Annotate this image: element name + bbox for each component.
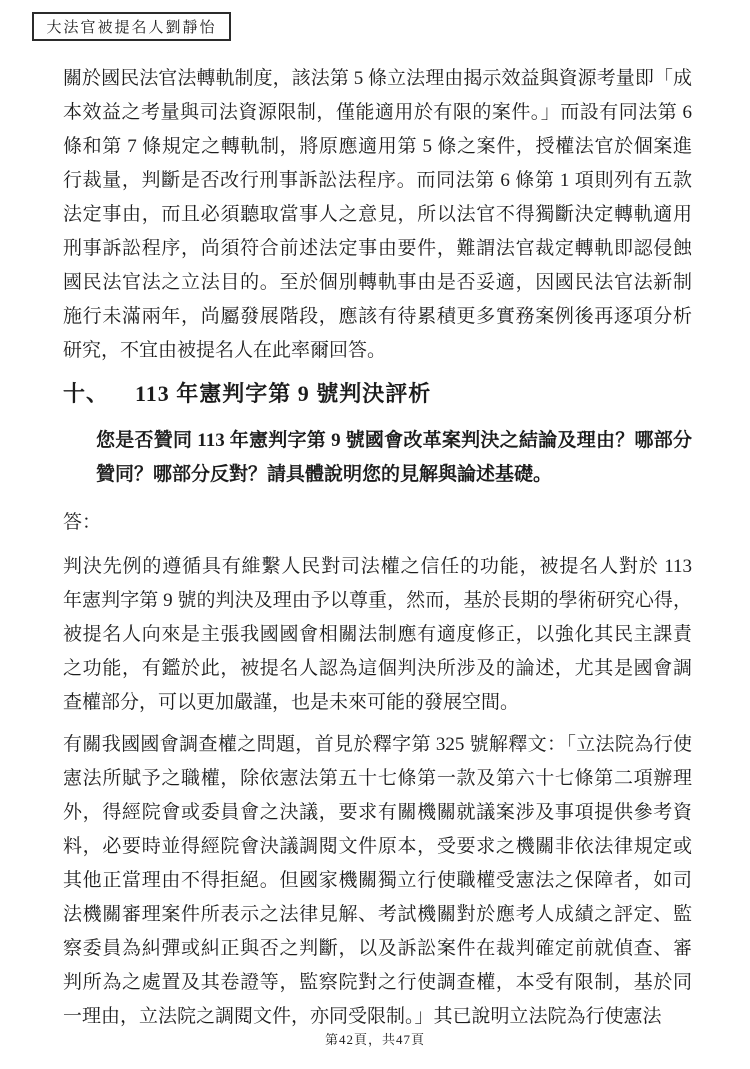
text-line: 法機關審理案件所表示之法律見解、考試機關對於應考人成績之評定、監	[63, 904, 692, 925]
page-number: 第42頁，共47頁	[324, 1032, 425, 1047]
text-line: 關於國民法官法轉軌制度，該法第 5 條立法理由揭示效益與資源考量即「成	[63, 68, 692, 89]
text-line: 您是否贊同 113 年憲判字第 9 號國會改革案判決之結論及理由？哪部分	[96, 430, 692, 451]
text-line: 外，得經院會或委員會之決議，要求有關機關就議案涉及事項提供參考資	[63, 802, 692, 823]
text-line: 行裁量，判斷是否改行刑事訴訟法程序。而同法第 6 條第 1 項則列有五款	[63, 170, 692, 191]
text-line: 法定事由，而且必須聽取當事人之意見，所以法官不得獨斷決定轉軌適用	[63, 204, 692, 225]
page-body	[63, 62, 692, 1034]
text-line: 條和第 7 條規定之轉軌制，將原應適用第 5 條之案件，授權法官於個案進	[63, 136, 692, 157]
text-line: 判決先例的遵循具有維繫人民對司法權之信任的功能，被提名人對於 113	[63, 556, 692, 577]
nominee-header-box	[32, 12, 231, 41]
section-heading	[63, 379, 692, 409]
text-line: 研究，不宜由被提名人在此率爾回答。	[63, 340, 387, 361]
text-line: 憲法所賦予之職權，除依憲法第五十七條第一款及第六十七條第二項辦理	[63, 768, 692, 789]
section-title: 113 年憲判字第 9 號判決評析	[135, 381, 432, 406]
answer-paragraph-interpretation-325	[63, 728, 692, 1034]
text-line: 施行未滿兩年，尚屬發展階段，應該有待累積更多實務案例後再逐項分析	[63, 306, 692, 327]
text-line: 料，必要時並得經院會決議調閱文件原本，受要求之機關非依法律規定或	[63, 836, 692, 857]
question-paragraph	[96, 424, 692, 492]
text-line: 之功能，有鑑於此，被提名人認為這個判決所涉及的論述，尤其是國會調	[63, 658, 692, 679]
text-line: 被提名人向來是主張我國國會相關法制應有適度修正，以強化其民主課責	[63, 624, 692, 645]
text-line: 贊同？哪部分反對？請具體說明您的見解與論述基礎。	[96, 464, 553, 485]
text-line: 察委員為糾彈或糾正與否之判斷，以及訴訟案件在裁判確定前就偵查、審	[63, 938, 692, 959]
text-line: 有關我國國會調查權之問題，首見於釋字第 325 號解釋文：「立法院為行使	[63, 734, 692, 755]
text-line: 查權部分，可以更加嚴謹，也是未來可能的發展空間。	[63, 692, 520, 713]
answer-paragraph-precedent	[63, 550, 692, 720]
section-number: 十、	[63, 381, 110, 406]
text-line: 其他正當理由不得拒絕。但國家機關獨立行使職權受憲法之保障者，如司	[63, 870, 692, 891]
answer-label: 答：	[63, 512, 102, 533]
text-line: 年憲判字第 9 號的判決及理由予以尊重，然而，基於長期的學術研究心得，	[63, 590, 692, 611]
nominee-title-label: 大法官被提名人劉靜怡	[46, 20, 217, 36]
text-line: 刑事訴訟程序，尚須符合前述法定事由要件，難謂法官裁定轉軌即認侵蝕	[63, 238, 692, 259]
paragraph-lay-judge-transition	[63, 62, 692, 368]
text-line: 判所為之處置及其卷證等，監察院對之行使調查權，本受有限制，基於同	[63, 972, 692, 993]
text-line: 本效益之考量與司法資源限制，僅能適用於有限的案件。」而設有同法第 6	[63, 102, 692, 123]
text-line: 一理由，立法院之調閱文件，亦同受限制。」其已說明立法院為行使憲法	[63, 1006, 662, 1027]
text-line: 國民法官法之立法目的。至於個別轉軌事由是否妥適，因國民法官法新制	[63, 272, 692, 293]
